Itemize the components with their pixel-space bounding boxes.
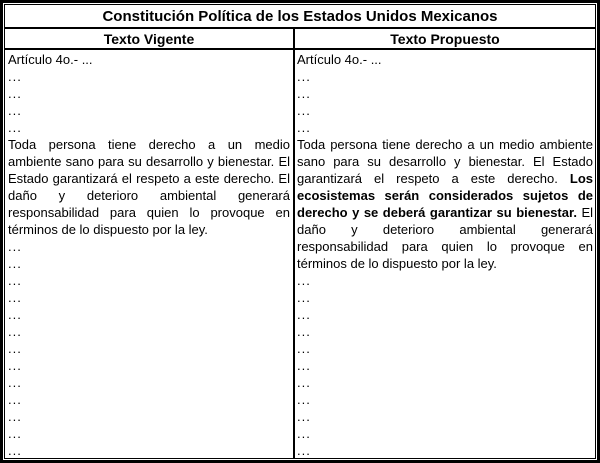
ellipsis-line: ... [8, 69, 22, 84]
table-title: Constitución Política de los Estados Unidos Mexicanos [5, 5, 595, 29]
ellipsis-line: ... [297, 392, 311, 407]
ellipsis-line: ... [297, 324, 311, 339]
ellipsis-line: ... [8, 358, 22, 373]
paragraph-texto-propuesto [297, 136, 593, 272]
ellipsis-line: ... [8, 256, 22, 271]
ellipsis-line: ... [8, 290, 22, 305]
proposed-text-unchanged-start: Toda persona tiene derecho a un medio ambiente sano para su desarrollo y bienestar. El Estado garantizará el respeto a este derecho. [297, 137, 593, 186]
ellipsis-line: ... [297, 290, 311, 305]
ellipsis-block-before-propuesto [297, 68, 593, 136]
ellipsis-block-before-vigente [8, 68, 290, 136]
ellipsis-line: ... [297, 69, 311, 84]
ellipsis-line: ... [8, 273, 22, 288]
column-header-texto-propuesto: Texto Propuesto [295, 29, 595, 48]
table-body [5, 50, 595, 458]
ellipsis-line: ... [8, 392, 22, 407]
ellipsis-line: ... [297, 86, 311, 101]
article-heading-vigente: Artículo 4o.- ... [8, 52, 93, 67]
ellipsis-line: ... [8, 324, 22, 339]
ellipsis-line: ... [8, 239, 22, 254]
ellipsis-line: ... [297, 273, 311, 288]
ellipsis-block-after-propuesto [297, 272, 593, 458]
ellipsis-line: ... [8, 375, 22, 390]
ellipsis-line: ... [297, 307, 311, 322]
proposed-text-unchanged-end: El daño y deterioro ambiental generará responsabilidad para quien lo provoque en términos de lo dispuesto por la ley. [297, 205, 594, 271]
ellipsis-line: ... [297, 409, 311, 424]
ellipsis-line: ... [8, 103, 22, 118]
ellipsis-line: ... [8, 120, 22, 135]
ellipsis-line: ... [8, 443, 22, 458]
ellipsis-line: ... [297, 341, 311, 356]
ellipsis-line: ... [297, 426, 311, 441]
ellipsis-line: ... [297, 103, 311, 118]
ellipsis-line: ... [8, 409, 22, 424]
paragraph-texto-vigente: Toda persona tiene derecho a un medio ambiente sano para su desarrollo y bienestar. El Estado garantizará el respeto a este derecho. El daño y deterioro ambiental generará responsabilidad para quien lo provoque en términos de lo dispuesto por la ley. [8, 137, 290, 237]
article-heading-propuesto: Artículo 4o.- ... [297, 52, 382, 67]
ellipsis-line: ... [297, 375, 311, 390]
ellipsis-line: ... [8, 426, 22, 441]
ellipsis-line: ... [8, 307, 22, 322]
proposed-text-addition: Los ecosistemas serán considerados sujetos de derecho y se deberá garantizar su bienestar. [297, 171, 593, 220]
ellipsis-line: ... [297, 358, 311, 373]
column-headers [5, 29, 595, 50]
ellipsis-line: ... [8, 86, 22, 101]
ellipsis-line: ... [297, 120, 311, 135]
ellipsis-line: ... [8, 341, 22, 356]
texto-propuesto-cell [295, 50, 595, 458]
comparison-table [4, 4, 596, 459]
ellipsis-block-after-vigente [8, 238, 290, 458]
texto-vigente-cell [5, 50, 295, 458]
ellipsis-line: ... [297, 443, 311, 458]
column-header-texto-vigente: Texto Vigente [5, 29, 295, 48]
